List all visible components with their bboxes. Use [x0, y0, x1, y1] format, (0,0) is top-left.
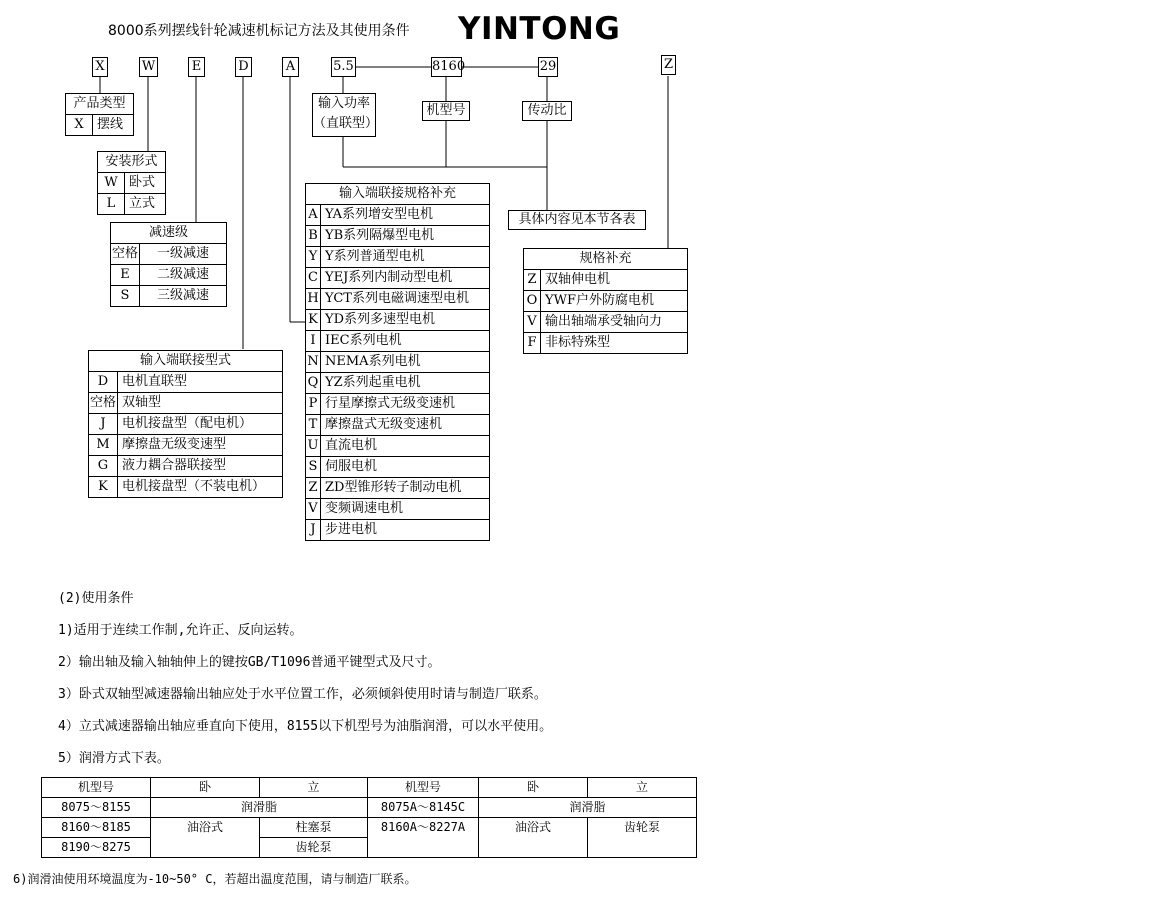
input-spec-code: Z — [306, 478, 321, 499]
input-spec-desc: YA系列增安型电机 — [321, 205, 490, 226]
input-connection-desc: 液力耦合器联接型 — [118, 456, 283, 477]
input-spec-code: N — [306, 352, 321, 373]
input-spec-code: V — [306, 499, 321, 520]
condition-item: 4）立式减速器输出轴应垂直向下使用，8155以下机型号为油脂润滑，可以水平使用。 — [58, 719, 553, 734]
see-tables-label: 具体内容见本节各表 — [508, 210, 646, 230]
input-spec-code: J — [306, 520, 321, 541]
input-spec-title: 输入端联接规格补充 — [306, 184, 490, 205]
condition-item: 5）润滑方式下表。 — [58, 751, 170, 766]
product-type-title: 产品类型 — [66, 94, 134, 115]
lube-method: 齿轮泵 — [588, 818, 697, 858]
lube-method: 润滑脂 — [151, 798, 368, 818]
lubrication-table — [41, 777, 697, 858]
lube-model: 8160A～8227A — [368, 818, 479, 858]
spec-supplement-code: F — [524, 333, 541, 354]
brand-logo: YINTONG — [458, 11, 621, 47]
input-connection-code: J — [89, 414, 118, 435]
product-type-code: X — [66, 115, 93, 136]
input-power-label — [312, 93, 379, 137]
input-spec-code: C — [306, 268, 321, 289]
lube-header: 卧 — [479, 778, 588, 798]
input-spec-desc: 直流电机 — [321, 436, 490, 457]
lube-header: 立 — [260, 778, 368, 798]
input-power-line2: （直联型） — [313, 116, 379, 131]
input-spec-code: Y — [306, 247, 321, 268]
code-power-value: 5.5 — [331, 57, 356, 77]
lube-method: 柱塞泵 — [260, 818, 368, 838]
input-spec-code: P — [306, 394, 321, 415]
code-letter-z: Z — [661, 55, 676, 75]
reduction-code: 空格 — [111, 244, 140, 265]
lube-model: 8160～8185 — [42, 818, 151, 838]
mount-type-desc: 立式 — [125, 194, 166, 215]
spec-supplement-title: 规格补充 — [524, 249, 688, 270]
input-connection-code: G — [89, 456, 118, 477]
input-connection-code: D — [89, 372, 118, 393]
reduction-code: S — [111, 286, 140, 307]
mount-type-desc: 卧式 — [125, 173, 166, 194]
mount-type-code: L — [98, 194, 125, 215]
input-spec-code: U — [306, 436, 321, 457]
code-model-value: 8160 — [431, 57, 462, 77]
reduction-table — [110, 222, 227, 307]
model-no-label: 机型号 — [422, 101, 470, 121]
lube-method: 油浴式 — [151, 818, 260, 858]
input-connection-desc: 摩擦盘无级变速型 — [118, 435, 283, 456]
input-spec-desc: 变频调速电机 — [321, 499, 490, 520]
input-spec-table — [305, 183, 490, 541]
temperature-note: 6)润滑油使用环境温度为-10~50° C，若超出温度范围，请与制造厂联系。 — [13, 872, 417, 886]
page-title: 8000系列摆线针轮减速机标记方法及其使用条件 — [108, 23, 410, 39]
input-spec-desc: YCT系列电磁调速型电机 — [321, 289, 490, 310]
input-spec-desc: 伺服电机 — [321, 457, 490, 478]
input-spec-code: T — [306, 415, 321, 436]
spec-supplement-table — [523, 248, 688, 354]
lube-header: 卧 — [151, 778, 260, 798]
spec-supplement-code: Z — [524, 270, 541, 291]
input-spec-desc: ZD型锥形转子制动电机 — [321, 478, 490, 499]
reduction-desc: 二级减速 — [140, 265, 227, 286]
input-spec-code: S — [306, 457, 321, 478]
condition-item: 2）输出轴及输入轴轴伸上的键按GB/T1096普通平键型式及尺寸。 — [58, 655, 441, 670]
input-spec-desc: NEMA系列电机 — [321, 352, 490, 373]
lube-model: 8075A～8145C — [368, 798, 479, 818]
input-spec-desc: YD系列多速型电机 — [321, 310, 490, 331]
lube-method: 润滑脂 — [479, 798, 697, 818]
code-letter-d: D — [235, 57, 252, 77]
spec-supplement-desc: 非标特殊型 — [541, 333, 688, 354]
spec-supplement-desc: YWF户外防腐电机 — [541, 291, 688, 312]
input-connection-code: K — [89, 477, 118, 498]
input-spec-desc: YEJ系列内制动型电机 — [321, 268, 490, 289]
ratio-label: 传动比 — [522, 101, 572, 121]
spec-supplement-desc: 输出轴端承受轴向力 — [541, 312, 688, 333]
input-spec-code: I — [306, 331, 321, 352]
input-spec-desc: 步进电机 — [321, 520, 490, 541]
spec-supplement-desc: 双轴伸电机 — [541, 270, 688, 291]
code-letter-x: X — [92, 57, 108, 77]
condition-item: 3）卧式双轴型减速器输出轴应处于水平位置工作，必须倾斜使用时请与制造厂联系。 — [58, 687, 547, 702]
input-spec-code: H — [306, 289, 321, 310]
reduction-desc: 一级减速 — [140, 244, 227, 265]
input-spec-desc: IEC系列电机 — [321, 331, 490, 352]
spec-supplement-code: V — [524, 312, 541, 333]
lube-model: 8075～8155 — [42, 798, 151, 818]
reduction-desc: 三级减速 — [140, 286, 227, 307]
code-letter-w: W — [139, 57, 158, 77]
spec-supplement-code: O — [524, 291, 541, 312]
product-type-desc: 摆线 — [93, 115, 134, 136]
input-spec-code: Q — [306, 373, 321, 394]
conditions-heading: (2)使用条件 — [58, 591, 134, 606]
lube-header: 立 — [588, 778, 697, 798]
reduction-code: E — [111, 265, 140, 286]
input-connection-desc: 双轴型 — [118, 393, 283, 414]
input-spec-code: K — [306, 310, 321, 331]
code-ratio-value: 29 — [538, 57, 558, 77]
input-spec-code: B — [306, 226, 321, 247]
lube-method: 齿轮泵 — [260, 838, 368, 858]
input-connection-table — [88, 350, 283, 498]
input-connection-title: 输入端联接型式 — [89, 351, 283, 372]
lube-header: 机型号 — [42, 778, 151, 798]
input-spec-desc: YB系列隔爆型电机 — [321, 226, 490, 247]
input-connection-desc: 电机接盘型（不装电机） — [118, 477, 283, 498]
code-letter-a: A — [282, 57, 299, 77]
mount-type-title: 安装形式 — [98, 152, 166, 173]
input-spec-desc: 行星摩擦式无级变速机 — [321, 394, 490, 415]
input-power-line1: 输入功率 — [317, 96, 370, 111]
lube-header: 机型号 — [368, 778, 479, 798]
code-letter-e: E — [188, 57, 205, 77]
input-spec-code: A — [306, 205, 321, 226]
product-type-table — [65, 93, 134, 136]
lube-method: 油浴式 — [479, 818, 588, 858]
input-connection-desc: 电机接盘型（配电机） — [118, 414, 283, 435]
input-spec-desc: YZ系列起重电机 — [321, 373, 490, 394]
input-connection-desc: 电机直联型 — [118, 372, 283, 393]
input-connection-code: M — [89, 435, 118, 456]
condition-item: 1)适用于连续工作制,允许正、反向运转。 — [58, 623, 303, 638]
reduction-title: 减速级 — [111, 223, 227, 244]
input-spec-desc: 摩擦盘式无级变速机 — [321, 415, 490, 436]
input-connection-code: 空格 — [89, 393, 118, 414]
lube-model: 8190～8275 — [42, 838, 151, 858]
mount-type-code: W — [98, 173, 125, 194]
input-spec-desc: Y系列普通型电机 — [321, 247, 490, 268]
mount-type-table — [97, 151, 166, 215]
